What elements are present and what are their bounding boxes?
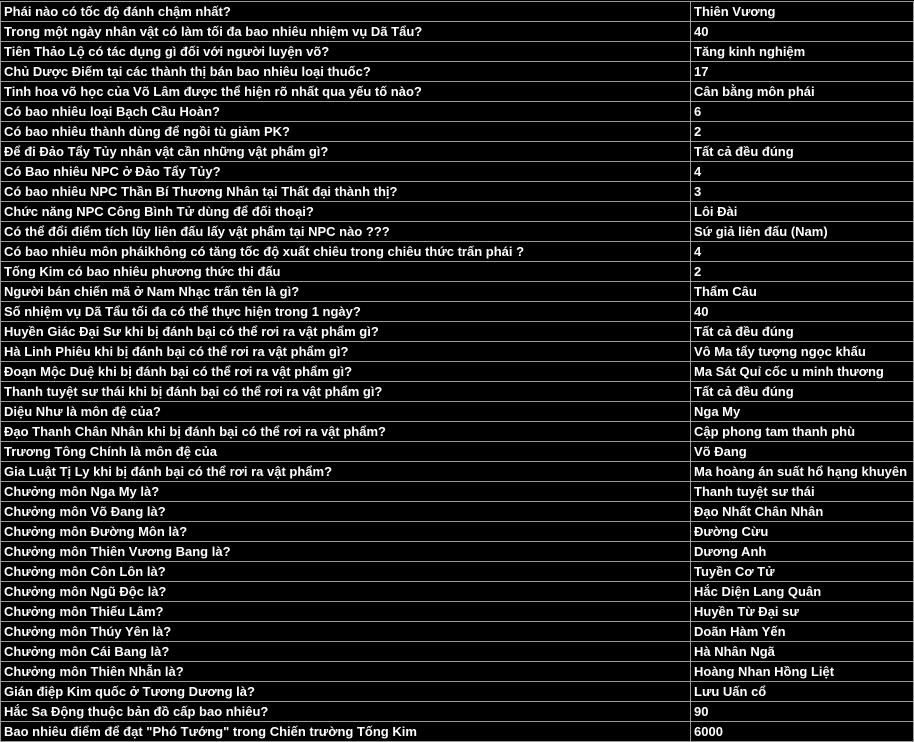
question-cell[interactable]: Chưởng môn Võ Đang là?	[1, 502, 691, 522]
answer-cell[interactable]: Vô Ma tẩy tượng ngọc khấu	[691, 342, 914, 362]
qa-table	[0, 1, 914, 742]
table-row	[1, 562, 914, 582]
question-cell[interactable]: Bao nhiêu điểm để đạt "Phó Tướng" trong Chiến trường Tống Kim	[1, 722, 691, 742]
answer-cell[interactable]: 40	[691, 22, 914, 42]
answer-cell[interactable]: Tăng kinh nghiệm	[691, 42, 914, 62]
table-row	[1, 642, 914, 662]
qa-table-body	[1, 2, 914, 742]
answer-cell[interactable]: 2	[691, 122, 914, 142]
answer-cell[interactable]: Đạo Nhất Chân Nhân	[691, 502, 914, 522]
question-cell[interactable]: Tinh hoa võ học của Võ Lâm được thể hiện rõ nhất qua yếu tố nào?	[1, 82, 691, 102]
question-cell[interactable]: Chưởng môn Ngũ Độc là?	[1, 582, 691, 602]
answer-cell[interactable]: Võ Đang	[691, 442, 914, 462]
answer-cell[interactable]: Hoàng Nhan Hồng Liệt	[691, 662, 914, 682]
question-cell[interactable]: Chưởng môn Thiên Vương Bang là?	[1, 542, 691, 562]
answer-cell[interactable]: 6000	[691, 722, 914, 742]
answer-cell[interactable]: Ma Sát Quỉ cốc u minh thương	[691, 362, 914, 382]
question-cell[interactable]: Chưởng môn Cái Bang là?	[1, 642, 691, 662]
answer-cell[interactable]: Tuyền Cơ Tử	[691, 562, 914, 582]
table-row	[1, 82, 914, 102]
question-cell[interactable]: Chủ Dược Điếm tại các thành thị bán bao nhiêu loại thuốc?	[1, 62, 691, 82]
table-row	[1, 402, 914, 422]
answer-cell[interactable]: Hà Nhân Ngã	[691, 642, 914, 662]
table-row	[1, 602, 914, 622]
table-row	[1, 622, 914, 642]
table-row	[1, 322, 914, 342]
answer-cell[interactable]: Ma hoàng án suất hổ hạng khuyên	[691, 462, 914, 482]
answer-cell[interactable]: Đường Cừu	[691, 522, 914, 542]
table-row	[1, 222, 914, 242]
table-row	[1, 702, 914, 722]
answer-cell[interactable]: 6	[691, 102, 914, 122]
answer-cell[interactable]: Doãn Hàm Yến	[691, 622, 914, 642]
question-cell[interactable]: Có bao nhiêu loại Bạch Cầu Hoàn?	[1, 102, 691, 122]
question-cell[interactable]: Tiên Thảo Lộ có tác dụng gì đối với người luyện võ?	[1, 42, 691, 62]
table-row	[1, 22, 914, 42]
answer-cell[interactable]: Sứ giả liên đấu (Nam)	[691, 222, 914, 242]
answer-cell[interactable]: Hắc Diện Lang Quân	[691, 582, 914, 602]
table-row	[1, 62, 914, 82]
table-row	[1, 202, 914, 222]
table-row	[1, 142, 914, 162]
table-row	[1, 422, 914, 442]
table-row	[1, 242, 914, 262]
table-row	[1, 42, 914, 62]
table-row	[1, 442, 914, 462]
table-row	[1, 182, 914, 202]
question-cell[interactable]: Người bán chiến mã ở Nam Nhạc trấn tên là gì?	[1, 282, 691, 302]
table-row	[1, 2, 914, 22]
answer-cell[interactable]: 4	[691, 242, 914, 262]
answer-cell[interactable]: Thiên Vương	[691, 2, 914, 22]
table-row	[1, 482, 914, 502]
question-cell[interactable]: Để đi Đảo Tẩy Tủy nhân vật cần những vật phẩm gì?	[1, 142, 691, 162]
question-cell[interactable]: Đạo Thanh Chân Nhân khi bị đánh bại có thể rơi ra vật phẩm?	[1, 422, 691, 442]
question-cell[interactable]: Có bao nhiêu thành dùng để ngồi tù giảm PK?	[1, 122, 691, 142]
answer-cell[interactable]: Tất cả đều đúng	[691, 382, 914, 402]
table-row	[1, 162, 914, 182]
table-row	[1, 682, 914, 702]
table-row	[1, 122, 914, 142]
table-row	[1, 722, 914, 742]
table-row	[1, 462, 914, 482]
table-row	[1, 342, 914, 362]
table-row	[1, 582, 914, 602]
table-row	[1, 282, 914, 302]
answer-cell[interactable]: Tất cả đều đúng	[691, 322, 914, 342]
table-row	[1, 302, 914, 322]
answer-cell[interactable]: Huyền Từ Đại sư	[691, 602, 914, 622]
table-row	[1, 522, 914, 542]
question-cell[interactable]: Hà Linh Phiêu khi bị đánh bại có thể rơi ra vật phẩm gì?	[1, 342, 691, 362]
table-row	[1, 102, 914, 122]
question-cell[interactable]: Chức năng NPC Công Bình Tử dùng để đối thoại?	[1, 202, 691, 222]
answer-cell[interactable]: Thẩm Câu	[691, 282, 914, 302]
answer-cell[interactable]: 4	[691, 162, 914, 182]
answer-cell[interactable]: 3	[691, 182, 914, 202]
question-cell[interactable]: Chưởng môn Thiếu Lâm?	[1, 602, 691, 622]
answer-cell[interactable]: Thanh tuyệt sư thái	[691, 482, 914, 502]
question-cell[interactable]: Thanh tuyệt sư thái khi bị đánh bại có thể rơi ra vật phẩm gì?	[1, 382, 691, 402]
question-cell[interactable]: Có Bao nhiêu NPC ở Đảo Tẩy Tủy?	[1, 162, 691, 182]
question-cell[interactable]: Tống Kim có bao nhiêu phương thức thi đấu	[1, 262, 691, 282]
answer-cell[interactable]: Lôi Đài	[691, 202, 914, 222]
answer-cell[interactable]: Cập phong tam thanh phù	[691, 422, 914, 442]
question-cell[interactable]: Đoạn Mộc Duệ khi bị đánh bại có thể rơi ra vật phẩm gì?	[1, 362, 691, 382]
table-row	[1, 542, 914, 562]
answer-cell[interactable]: Lưu Uấn cổ	[691, 682, 914, 702]
question-cell[interactable]: Chưởng môn Côn Lôn là?	[1, 562, 691, 582]
question-cell[interactable]: Diệu Như là môn đệ của?	[1, 402, 691, 422]
question-cell[interactable]: Chưởng môn Đường Môn là?	[1, 522, 691, 542]
question-cell[interactable]: Số nhiệm vụ Dã Tẩu tối đa có thể thực hiện trong 1 ngày?	[1, 302, 691, 322]
question-cell[interactable]: Chưởng môn Thúy Yên là?	[1, 622, 691, 642]
question-cell[interactable]: Chưởng môn Thiên Nhẫn là?	[1, 662, 691, 682]
question-cell[interactable]: Chưởng môn Nga My là?	[1, 482, 691, 502]
table-row	[1, 662, 914, 682]
answer-cell[interactable]: 17	[691, 62, 914, 82]
table-row	[1, 382, 914, 402]
table-row	[1, 362, 914, 382]
answer-cell[interactable]: Dương Anh	[691, 542, 914, 562]
table-row	[1, 262, 914, 282]
question-cell[interactable]: Gia Luật Tị Ly khi bị đánh bại có thể rơi ra vật phẩm?	[1, 462, 691, 482]
question-cell[interactable]: Hắc Sa Động thuộc bản đồ cấp bao nhiêu?	[1, 702, 691, 722]
answer-cell[interactable]: Nga My	[691, 402, 914, 422]
question-cell[interactable]: Trương Tông Chính là môn đệ của	[1, 442, 691, 462]
question-cell[interactable]: Phái nào có tốc độ đánh chậm nhất?	[1, 2, 691, 22]
answer-cell[interactable]: Tất cả đều đúng	[691, 142, 914, 162]
question-cell[interactable]: Có bao nhiêu NPC Thần Bí Thương Nhân tại Thất đại thành thị?	[1, 182, 691, 202]
answer-cell[interactable]: 2	[691, 262, 914, 282]
answer-cell[interactable]: 40	[691, 302, 914, 322]
question-cell[interactable]: Trong một ngày nhân vật có làm tối đa bao nhiêu nhiệm vụ Dã Tẩu?	[1, 22, 691, 42]
table-row	[1, 502, 914, 522]
question-cell[interactable]: Có thể đổi điểm tích lũy liên đấu lấy vật phẩm tại NPC nào ???	[1, 222, 691, 242]
question-cell[interactable]: Có bao nhiêu môn pháikhông có tăng tốc độ xuất chiêu trong chiêu thức trấn phái ?	[1, 242, 691, 262]
answer-cell[interactable]: Cân bằng môn phái	[691, 82, 914, 102]
question-cell[interactable]: Huyền Giác Đại Sư khi bị đánh bại có thể rơi ra vật phẩm gì?	[1, 322, 691, 342]
answer-cell[interactable]: 90	[691, 702, 914, 722]
question-cell[interactable]: Gián điệp Kim quốc ở Tương Dương là?	[1, 682, 691, 702]
